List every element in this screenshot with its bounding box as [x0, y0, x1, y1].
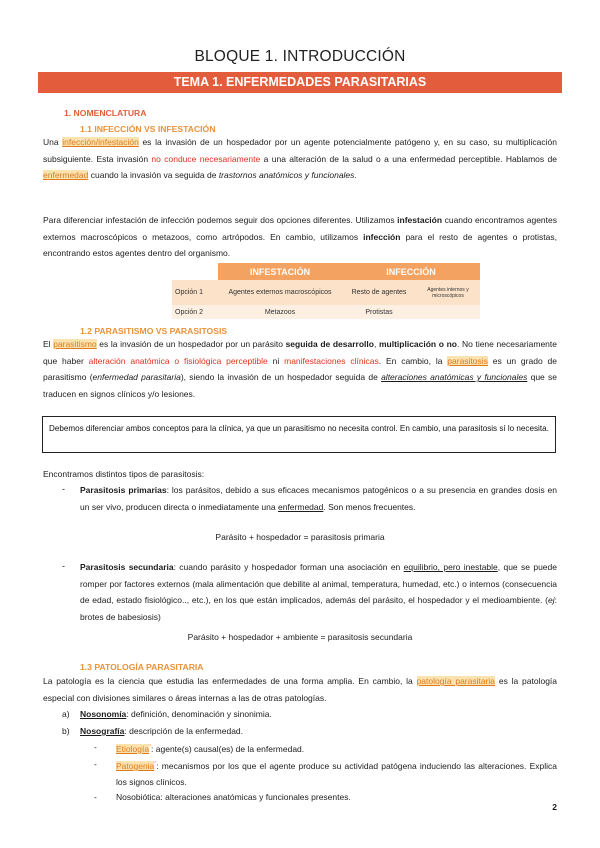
bullet-dash: - — [94, 759, 97, 769]
subsection-heading: 1.3 PATOLOGÍA PARASITARIA — [80, 662, 204, 672]
highlight-term: patología parasitaria — [416, 676, 496, 686]
list-item-patogenia: Patogenia*: mecanismos por los que el agente produce su actividad patógena induciendo las alteraciones. Explica los signos clínicos. — [116, 760, 557, 788]
table-row: Opción 1 Agentes externos macroscópicos Resto de agentes Agentes internos y microscópicos — [172, 280, 480, 305]
page-number: 2 — [552, 802, 557, 812]
paragraph-infeccion: Una infección/infestación es la invasión de un hospedador por un agente potencialmente patógeno y, en su caso, su multiplicación subsiguiente. Esta invasión no conduce necesariamente a una alteración de la salud o a una enfermedad perceptible. Hablamos de enfermedad cuando la invasión va seguida de trastornos anatómicos y funcionales. — [43, 137, 557, 181]
note-box: Debemos diferenciar ambos conceptos para la clínica, ya que un parasitismo no necesita control. En cambio, una parasitosis sí lo necesita. — [42, 416, 556, 453]
subsection-heading: 1.1 INFECCIÓN VS INFESTACIÓN — [80, 124, 216, 134]
list-item-etiologia: Etiología*: agente(s) causal(es) de la enfermedad. — [116, 743, 305, 754]
highlight-term: parasitismo — [53, 339, 97, 349]
list-item-nosobiotica: Nosobiótica: alteraciones anatómicas y funcionales presentes. — [116, 792, 351, 802]
section-heading: 1. NOMENCLATURA — [64, 108, 147, 118]
paragraph-patologia: La patología es la ciencia que estudia las enfermedades de una forma amplia. En cambio, la patología parasitaria es la patología especial con divisiones similares o áreas internas a las de otras patologías. — [43, 676, 558, 703]
page-title: BLOQUE 1. INTRODUCCIÓN — [194, 48, 406, 65]
bullet-dash: - — [62, 561, 65, 571]
list-marker: a) — [62, 709, 70, 719]
list-item-secundaria: Parasitosis secundaria: cuando parásito y hospedador forman una asociación en equilibrio, pero inestable, que se puede romper por factores externos (mala alimentación que debilite al animal, temperatura, humedad, etc.) o internos (consecuencia de edad, estado fisiológico.., etc.), en los que están implicados, además del parásito, el hospedador y el medioambiente. (ej: brotes de babesiosis) — [80, 562, 557, 622]
formula-secundaria: Parásito + hospedador + ambiente = parasitosis secundaria — [187, 632, 413, 642]
highlight-term: enfermedad — [43, 170, 89, 181]
bullet-dash: - — [94, 742, 97, 752]
list-marker: b) — [62, 726, 70, 736]
highlight-term: parasitosis — [447, 355, 488, 366]
table-header: INFESTACIÓN — [218, 263, 342, 280]
comparison-table — [172, 263, 480, 319]
bullet-dash: - — [62, 484, 65, 494]
formula-primaria: Parásito + hospedador = parasitosis primaria — [215, 532, 385, 542]
table-row: Opción 2 Metazoos Protistas — [172, 305, 480, 319]
paragraph-tipos: Encontramos distintos tipos de parasitosis: — [43, 469, 205, 479]
highlight-term: infección/infestación — [62, 137, 139, 147]
topic-banner: TEMA 1. ENFERMEDADES PARASITARIAS — [38, 72, 562, 93]
list-item-primarias: Parasitosis primarias: los parásitos, debido a sus eficaces mecanismos patogénicos o a su presencia en grandes dosis en un ser vivo, producen directa o inmediatamente una enfermedad. Son menos frecuentes. — [80, 485, 557, 512]
list-item-nosonomia: Nosonomía: definición, denominación y sinonimia. — [80, 709, 272, 719]
bullet-dash: - — [94, 792, 97, 802]
paragraph-diferenciar: Para diferenciar infestación de infección podemos seguir dos opciones diferentes. Utilizamos infestación cuando encontramos agentes externos macroscópicos o metazoos, como artrópodos. En cambio, utilizamos infección para el resto de agentes o protistas, encontrando estos agentes dentro del organismo. — [43, 215, 557, 259]
list-item-nosografia: Nosografía: descripción de la enfermedad. — [80, 726, 244, 736]
table-header: INFECCIÓN — [342, 263, 480, 280]
paragraph-parasitismo: El parasitismo es la invasión de un hospedador por un parásito seguida de desarrollo, multiplicación o no. No tiene necesariamente que haber alteración anatómica o fisiológica perceptible ni manifestaciones clínicas. En cambio, la parasitosis es un grado de parasitismo (enfermedad parasitaria), siendo la invasión de un hospedador seguida de alteraciones anatómicas y funcionales que se traducen en signos clínicos y/o lesiones. — [43, 339, 558, 399]
subsection-heading: 1.2 PARASITISMO VS PARASITOSIS — [80, 326, 228, 336]
